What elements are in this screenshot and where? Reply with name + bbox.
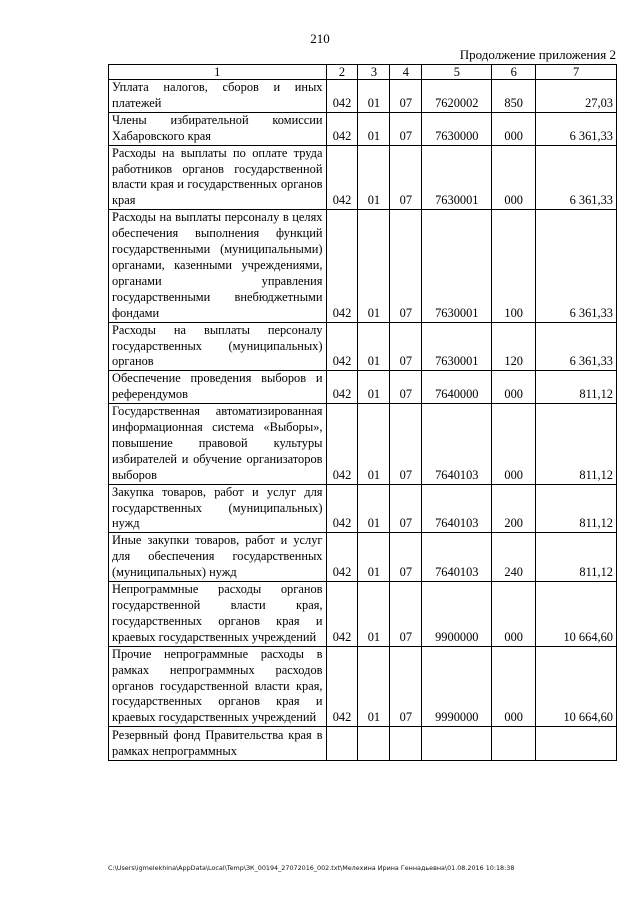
file-path-footer: C:\Users\igmelekhina\AppData\Local\Temp\ЗК_00194_27072016_002.txt\Мелехина Ирина Геннадьевна\01.08.2016 10:18:38	[108, 864, 515, 872]
section-code-cell	[358, 727, 390, 761]
target-article-cell: 7620002	[422, 80, 492, 113]
subsection-code-cell: 07	[390, 80, 422, 113]
expense-type-cell: 240	[492, 533, 536, 582]
section-code-cell: 01	[358, 582, 390, 647]
expense-type-cell: 850	[492, 80, 536, 113]
item-name-cell: Иные закупки товаров, работ и услуг для обеспечения государственных (муниципальных) нужд	[109, 533, 327, 582]
ministry-code-cell: 042	[326, 80, 358, 113]
subsection-code-cell: 07	[390, 145, 422, 210]
item-name-cell: Уплата налогов, сборов и иных платежей	[109, 80, 327, 113]
subsection-code-cell: 07	[390, 582, 422, 647]
table-row	[109, 582, 617, 647]
item-name-cell: Члены избирательной комиссии Хабаровского края	[109, 112, 327, 145]
amount-cell: 6 361,33	[536, 210, 617, 322]
item-name-cell: Расходы на выплаты по оплате труда работников органов государственной власти края и государственных органов края	[109, 145, 327, 210]
column-header-6: 6	[492, 65, 536, 80]
section-code-cell: 01	[358, 80, 390, 113]
amount-cell: 6 361,33	[536, 322, 617, 371]
expense-type-cell	[492, 727, 536, 761]
subsection-code-cell: 07	[390, 533, 422, 582]
subsection-code-cell: 07	[390, 210, 422, 322]
table-row	[109, 404, 617, 485]
expense-type-cell: 000	[492, 112, 536, 145]
target-article-cell: 7630000	[422, 112, 492, 145]
table-row	[109, 371, 617, 404]
column-header-1: 1	[109, 65, 327, 80]
item-name-cell: Прочие непрограммные расходы в рамках непрограммных расходов органов государственной власти края, государственных органов края и краевых государственных учреждений	[109, 646, 327, 727]
subsection-code-cell: 07	[390, 646, 422, 727]
amount-cell	[536, 727, 617, 761]
item-name-cell: Расходы на выплаты персоналу государственных (муниципальных) органов	[109, 322, 327, 371]
subsection-code-cell: 07	[390, 371, 422, 404]
subsection-code-cell: 07	[390, 322, 422, 371]
subsection-code-cell	[390, 727, 422, 761]
expense-type-cell: 000	[492, 582, 536, 647]
section-code-cell: 01	[358, 371, 390, 404]
expense-type-cell: 000	[492, 371, 536, 404]
section-code-cell: 01	[358, 404, 390, 485]
table-row	[109, 210, 617, 322]
expense-type-cell: 000	[492, 145, 536, 210]
amount-cell: 811,12	[536, 371, 617, 404]
ministry-code-cell: 042	[326, 582, 358, 647]
amount-cell: 811,12	[536, 484, 617, 533]
table-row	[109, 112, 617, 145]
subsection-code-cell: 07	[390, 404, 422, 485]
ministry-code-cell: 042	[326, 533, 358, 582]
expense-type-cell: 000	[492, 404, 536, 485]
column-header-7: 7	[536, 65, 617, 80]
section-code-cell: 01	[358, 484, 390, 533]
target-article-cell	[422, 727, 492, 761]
target-article-cell: 9900000	[422, 582, 492, 647]
table-row	[109, 646, 617, 727]
column-header-5: 5	[422, 65, 492, 80]
ministry-code-cell: 042	[326, 371, 358, 404]
table-row	[109, 533, 617, 582]
target-article-cell: 7640103	[422, 404, 492, 485]
subsection-code-cell: 07	[390, 484, 422, 533]
table-header-row	[109, 65, 617, 80]
amount-cell: 6 361,33	[536, 112, 617, 145]
ministry-code-cell: 042	[326, 210, 358, 322]
amount-cell: 10 664,60	[536, 646, 617, 727]
item-name-cell: Резервный фонд Правительства края в рамках непрограммных	[109, 727, 327, 761]
target-article-cell: 7630001	[422, 145, 492, 210]
expense-type-cell: 120	[492, 322, 536, 371]
target-article-cell: 7630001	[422, 210, 492, 322]
column-header-2: 2	[326, 65, 358, 80]
target-article-cell: 7640103	[422, 533, 492, 582]
amount-cell: 811,12	[536, 404, 617, 485]
item-name-cell: Непрограммные расходы органов государственной власти края, государственных органов края и краевых государственных учреждений	[109, 582, 327, 647]
ministry-code-cell: 042	[326, 112, 358, 145]
expense-type-cell: 100	[492, 210, 536, 322]
section-code-cell: 01	[358, 145, 390, 210]
budget-table	[108, 64, 617, 761]
item-name-cell: Государственная автоматизированная информационная система «Выборы», повышение правовой культуры избирателей и обучение организаторов выборов	[109, 404, 327, 485]
table-row	[109, 145, 617, 210]
target-article-cell: 7640103	[422, 484, 492, 533]
table-row	[109, 727, 617, 761]
target-article-cell: 9990000	[422, 646, 492, 727]
ministry-code-cell: 042	[326, 145, 358, 210]
target-article-cell: 7640000	[422, 371, 492, 404]
item-name-cell: Обеспечение проведения выборов и референдумов	[109, 371, 327, 404]
section-code-cell: 01	[358, 210, 390, 322]
table-row	[109, 322, 617, 371]
ministry-code-cell: 042	[326, 484, 358, 533]
amount-cell: 27,03	[536, 80, 617, 113]
section-code-cell: 01	[358, 112, 390, 145]
column-header-4: 4	[390, 65, 422, 80]
page-number: 210	[310, 31, 330, 46]
section-code-cell: 01	[358, 533, 390, 582]
item-name-cell: Расходы на выплаты персоналу в целях обеспечения выполнения функций государственными (муниципальными) органами, казенными учреждениями, органами управления государственными внебюджетными фондами	[109, 210, 327, 322]
amount-cell: 10 664,60	[536, 582, 617, 647]
subsection-code-cell: 07	[390, 112, 422, 145]
ministry-code-cell: 042	[326, 646, 358, 727]
table-row	[109, 484, 617, 533]
appendix-continuation-label: Продолжение приложения 2	[459, 47, 616, 62]
table-row	[109, 80, 617, 113]
column-header-3: 3	[358, 65, 390, 80]
target-article-cell: 7630001	[422, 322, 492, 371]
item-name-cell: Закупка товаров, работ и услуг для государственных (муниципальных) нужд	[109, 484, 327, 533]
section-code-cell: 01	[358, 646, 390, 727]
amount-cell: 811,12	[536, 533, 617, 582]
expense-type-cell: 000	[492, 646, 536, 727]
expense-type-cell: 200	[492, 484, 536, 533]
amount-cell: 6 361,33	[536, 145, 617, 210]
ministry-code-cell	[326, 727, 358, 761]
ministry-code-cell: 042	[326, 322, 358, 371]
section-code-cell: 01	[358, 322, 390, 371]
budget-table-body	[109, 65, 617, 761]
ministry-code-cell: 042	[326, 404, 358, 485]
